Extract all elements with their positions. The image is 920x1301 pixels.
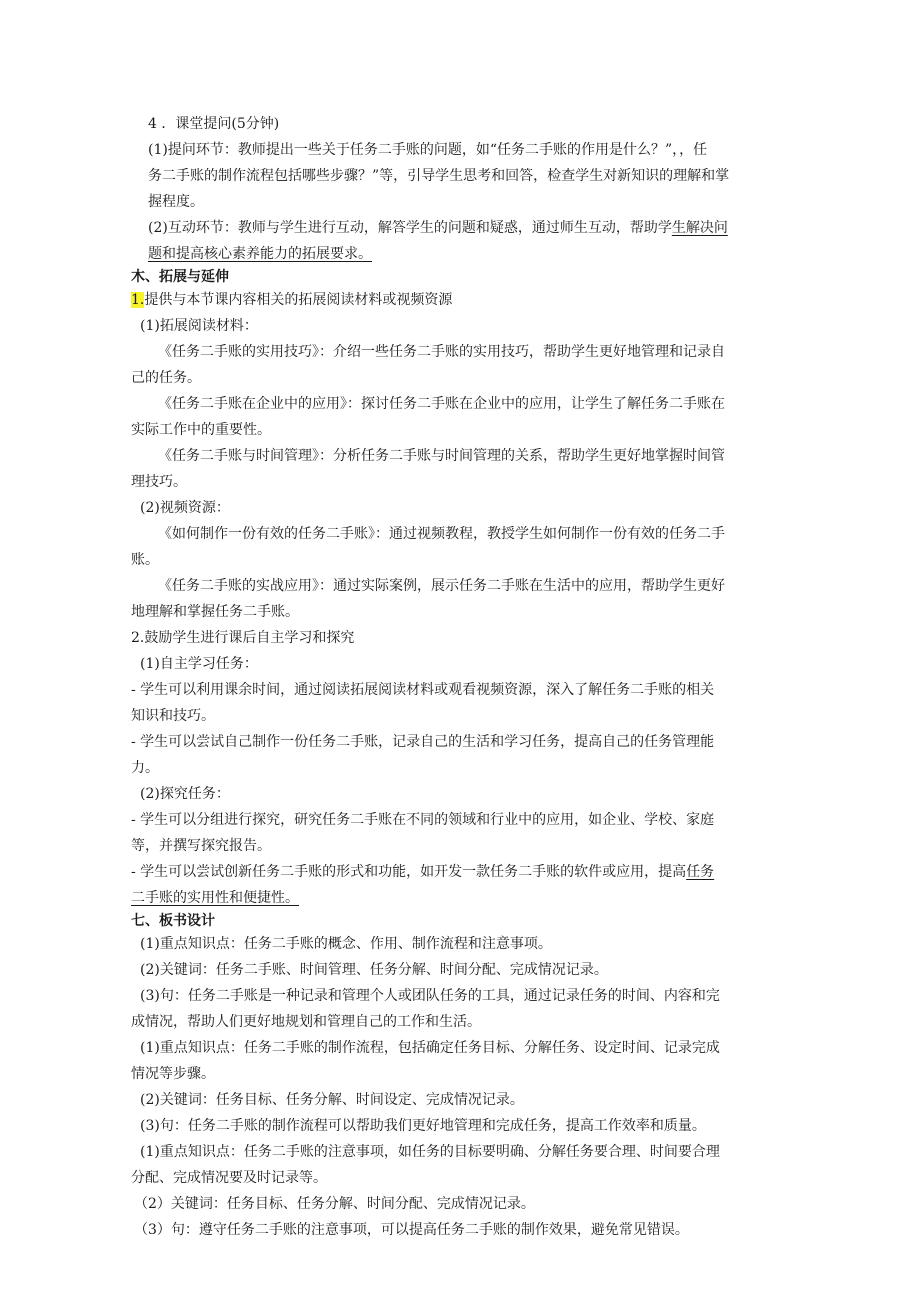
section-4-title: 4 ．课堂提问(5分钟) [148, 116, 280, 132]
video-2-line-2: 地理解和掌握任务二手账。 [131, 604, 299, 620]
reading-3-line-2: 理技巧。 [131, 474, 187, 490]
board-line-4b: 情况等步骤。 [131, 1066, 215, 1082]
board-line-1: (1)重点知识点：任务二手账的概念、作用、制作流程和注意事项。 [140, 936, 552, 952]
inquiry-2-line-1 [131, 859, 791, 885]
self-study-2-line-2: 力。 [131, 760, 159, 776]
interaction-paragraph-line-1 [148, 215, 808, 241]
video-2-line-1: 《任务二手账的实战应用》：通过实际案例，展示任务二手账在生活中的应用，帮助学生更好 [158, 578, 725, 594]
reading-materials-label: (1)拓展阅读材料： [140, 318, 258, 334]
inquiry-1-line-2: 等，并撰写探究报告。 [131, 838, 271, 854]
underlined-text: 题和提高核心素养能力的拓展要求。 [148, 246, 372, 262]
board-line-9: （3）句：遵守任务二手账的注意事项，可以提高任务二手账的制作效果，避免常见错误。 [134, 1222, 689, 1238]
board-line-3b: 成情况，帮助人们更好地规划和管理自己的工作和生活。 [131, 1014, 481, 1030]
board-line-6: (3)句：任务二手账的制作流程可以帮助我们更好地管理和完成任务，提高工作效率和质量。 [140, 1118, 706, 1134]
interaction-text: (2)互动环节：教师与学生进行互动，解答学生的问题和疑惑，通过师生互动，帮助学 [148, 220, 672, 236]
video-1-line-2: 账。 [131, 552, 159, 568]
board-line-7a: (1)重点知识点：任务二手账的注意事项，如任务的目标要明确、分解任务要合理、时间要合理 [140, 1144, 720, 1160]
extension-item-1 [131, 287, 791, 313]
board-line-4a: (1)重点知识点：任务二手账的制作流程，包括确定任务目标、分解任务、设定时间、记录完成 [140, 1040, 720, 1056]
underlined-text: 二手账的实用性和便捷性。 [131, 890, 299, 906]
reading-1-line-1: 《任务二手账的实用技巧》：介绍一些任务二手账的实用技巧，帮助学生更好地管理和记录自 [158, 344, 725, 360]
question-paragraph-line-3: 握程度。 [148, 194, 204, 210]
inquiry-1-line-1: - 学生可以分组进行探究，研究任务二手账在不同的领域和行业中的应用，如企业、学校、家庭 [131, 812, 715, 828]
highlighted-number: 1. [131, 292, 145, 308]
reading-3-line-1: 《任务二手账与时间管理》：分析任务二手账与时间管理的关系，帮助学生更好地掌握时间管 [158, 448, 725, 464]
board-line-2: (2)关键词：任务二手账、时间管理、任务分解、时间分配、完成情况记录。 [140, 962, 608, 978]
question-paragraph-line-2: 务二手账的制作流程包括哪些步骤？”等，引导学生思考和回答，检查学生对新知识的理解和掌 [148, 168, 730, 184]
underlined-text: 任务 [686, 864, 715, 880]
inquiry-2-text: - 学生可以尝试创新任务二手账的形式和功能，如开发一款任务二手账的软件或应用，提高 [131, 864, 687, 880]
self-study-1-line-2: 知识和技巧。 [131, 708, 215, 724]
question-paragraph-line-1: (1)提问环节：教师提出一些关于任务二手账的问题，如“任务二手账的作用是什么？”，，任 [148, 142, 708, 158]
self-study-1-line-1: - 学生可以利用课余时间，通过阅读拓展阅读材料或观看视频资源，深入了解任务二手账的相关 [131, 682, 715, 698]
reading-1-line-2: 己的任务。 [131, 370, 201, 386]
section-7-heading: 七、板书设计 [131, 913, 215, 929]
video-resources-label: (2)视频资源： [140, 500, 230, 516]
self-study-label: (1)自主学习任务： [140, 656, 258, 672]
board-line-8: （2）关键词：任务目标、任务分解、时间分配、完成情况记录。 [134, 1196, 535, 1212]
extension-item-2: 2.鼓励学生进行课后自主学习和探究 [131, 630, 355, 646]
extension-item-1-text: 提供与本节课内容相关的拓展阅读材料或视频资源 [144, 292, 453, 308]
self-study-2-line-1: - 学生可以尝试自己制作一份任务二手账，记录自己的生活和学习任务，提高自己的任务管理能 [131, 734, 715, 750]
inquiry-label: (2)探究任务： [140, 786, 230, 802]
section-6-heading: 木、拓展与延伸 [131, 269, 229, 285]
video-1-line-1: 《如何制作一份有效的任务二手账》：通过视频教程，教授学生如何制作一份有效的任务二手 [158, 526, 725, 542]
board-line-5: (2)关键词：任务目标、任务分解、时间设定、完成情况记录。 [140, 1092, 524, 1108]
underlined-text: 生解决问 [671, 220, 728, 236]
board-line-3a: (3)句：任务二手账是一种记录和管理个人或团队任务的工具，通过记录任务的时间、内容和完 [140, 988, 720, 1004]
reading-2-line-1: 《任务二手账在企业中的应用》：探讨任务二手账在企业中的应用，让学生了解任务二手账在 [158, 396, 725, 412]
reading-2-line-2: 实际工作中的重要性。 [131, 422, 271, 438]
board-line-7b: 分配、完成情况要及时记录等。 [131, 1170, 327, 1186]
